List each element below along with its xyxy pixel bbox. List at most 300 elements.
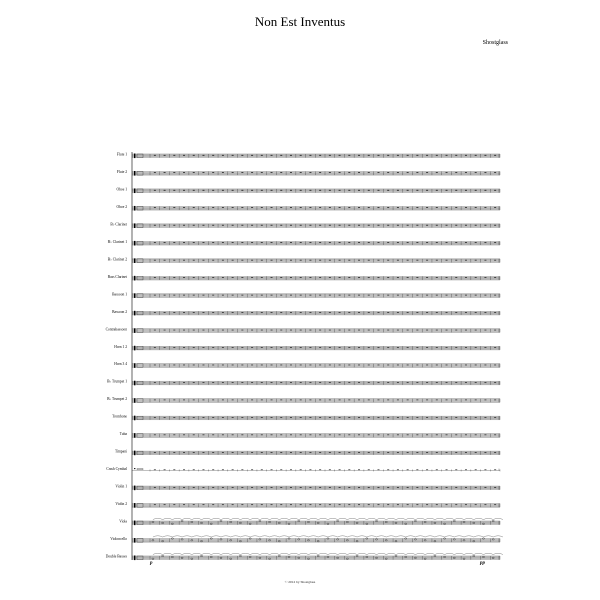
whole-rest — [212, 260, 214, 261]
whole-rest — [271, 435, 273, 436]
whole-rest — [358, 242, 360, 243]
tie — [357, 553, 367, 554]
whole-rest — [426, 417, 428, 418]
whole-rest — [261, 487, 263, 488]
whole-rest — [368, 382, 370, 383]
tie — [425, 553, 435, 554]
whole-rest — [377, 452, 379, 453]
whole-rest — [232, 452, 234, 453]
whole-rest — [416, 452, 418, 453]
clef-glyph — [134, 398, 135, 403]
staff — [106, 553, 503, 560]
whole-rest — [407, 347, 409, 348]
whole-rest — [173, 400, 175, 401]
whole-rest — [494, 435, 496, 436]
whole-rest — [387, 330, 389, 331]
whole-rest — [436, 330, 438, 331]
whole-rest — [407, 504, 409, 505]
whole-rest — [348, 470, 350, 471]
whole-rest — [416, 172, 418, 173]
whole-rest — [241, 487, 243, 488]
whole-rest — [232, 347, 234, 348]
whole-rest — [319, 400, 321, 401]
whole-rest — [280, 365, 282, 366]
whole-rest — [164, 347, 166, 348]
whole-rest — [173, 295, 175, 296]
clef-glyph — [134, 556, 135, 561]
whole-rest — [300, 190, 302, 191]
whole-rest — [446, 470, 448, 471]
whole-rest — [455, 487, 457, 488]
whole-rest — [397, 312, 399, 313]
whole-rest — [202, 225, 204, 226]
whole-rest — [484, 435, 486, 436]
whole-rest — [436, 487, 438, 488]
whole-rest — [212, 242, 214, 243]
staff — [117, 153, 500, 159]
whole-rest — [494, 365, 496, 366]
whole-rest — [494, 417, 496, 418]
whole-rest — [241, 155, 243, 156]
whole-rest — [368, 242, 370, 243]
whole-rest — [368, 487, 370, 488]
tie — [328, 536, 338, 537]
whole-rest — [348, 277, 350, 278]
whole-rest — [232, 470, 234, 471]
whole-rest — [436, 207, 438, 208]
whole-rest — [455, 347, 457, 348]
whole-rest — [319, 487, 321, 488]
tie — [338, 536, 348, 537]
whole-rest — [222, 242, 224, 243]
whole-rest — [319, 225, 321, 226]
whole-rest — [368, 365, 370, 366]
whole-rest — [290, 365, 292, 366]
whole-rest — [309, 172, 311, 173]
whole-rest — [222, 155, 224, 156]
whole-rest — [348, 155, 350, 156]
tie — [445, 518, 455, 519]
whole-rest — [465, 225, 467, 226]
whole-rest — [407, 417, 409, 418]
whole-rest — [426, 155, 428, 156]
whole-rest — [164, 435, 166, 436]
whole-rest — [290, 382, 292, 383]
whole-rest — [222, 417, 224, 418]
whole-rest — [329, 365, 331, 366]
whole-rest — [416, 400, 418, 401]
whole-rest — [309, 312, 311, 313]
whole-rest — [377, 207, 379, 208]
whole-rest — [397, 435, 399, 436]
whole-rest — [455, 207, 457, 208]
whole-rest — [154, 190, 156, 191]
whole-rest — [164, 295, 166, 296]
whole-rest — [300, 242, 302, 243]
whole-rest — [280, 487, 282, 488]
whole-rest — [426, 470, 428, 471]
whole-rest — [397, 382, 399, 383]
whole-rest — [173, 452, 175, 453]
staff — [117, 170, 500, 176]
whole-rest — [183, 400, 185, 401]
whole-rest — [329, 155, 331, 156]
whole-rest — [300, 260, 302, 261]
whole-rest — [416, 207, 418, 208]
whole-rest — [416, 470, 418, 471]
staff — [108, 240, 500, 246]
whole-rest — [475, 242, 477, 243]
whole-rest — [212, 295, 214, 296]
whole-rest — [241, 190, 243, 191]
whole-rest — [212, 155, 214, 156]
whole-rest — [251, 417, 253, 418]
whole-rest — [164, 260, 166, 261]
whole-rest — [397, 260, 399, 261]
whole-rest — [251, 207, 253, 208]
whole-rest — [290, 190, 292, 191]
whole-rest — [193, 207, 195, 208]
clef-glyph — [134, 451, 135, 456]
whole-rest — [251, 277, 253, 278]
tie — [299, 518, 309, 519]
clef-glyph — [134, 276, 135, 281]
whole-rest — [271, 504, 273, 505]
whole-rest — [455, 312, 457, 313]
tie — [211, 518, 221, 519]
whole-rest — [407, 400, 409, 401]
whole-rest — [358, 225, 360, 226]
whole-rest — [329, 504, 331, 505]
whole-rest — [319, 504, 321, 505]
whole-rest — [358, 487, 360, 488]
whole-rest — [484, 504, 486, 505]
tie — [299, 536, 309, 537]
whole-rest — [407, 435, 409, 436]
whole-rest — [475, 504, 477, 505]
whole-rest — [222, 347, 224, 348]
tie — [435, 553, 445, 554]
whole-rest — [397, 452, 399, 453]
key-signature — [137, 469, 143, 470]
whole-rest — [348, 382, 350, 383]
whole-rest — [339, 277, 341, 278]
whole-rest — [183, 330, 185, 331]
whole-rest — [164, 417, 166, 418]
whole-rest — [387, 207, 389, 208]
whole-rest — [397, 330, 399, 331]
staff — [114, 345, 500, 351]
whole-rest — [455, 435, 457, 436]
staff — [114, 362, 500, 368]
tie — [308, 553, 318, 554]
staff — [117, 205, 500, 211]
staff — [115, 485, 500, 491]
whole-rest — [164, 487, 166, 488]
whole-rest — [494, 155, 496, 156]
whole-rest — [484, 207, 486, 208]
tie — [377, 553, 387, 554]
whole-rest — [455, 504, 457, 505]
clef-glyph — [134, 241, 135, 246]
instrument-label: Contrabassoon — [105, 327, 127, 332]
whole-rest — [494, 242, 496, 243]
whole-rest — [183, 382, 185, 383]
tie — [289, 536, 299, 537]
whole-rest — [290, 400, 292, 401]
whole-rest — [309, 190, 311, 191]
whole-rest — [484, 417, 486, 418]
whole-rest — [280, 225, 282, 226]
whole-rest — [339, 312, 341, 313]
whole-rest — [475, 330, 477, 331]
whole-rest — [251, 172, 253, 173]
whole-rest — [222, 225, 224, 226]
whole-rest — [455, 277, 457, 278]
whole-rest — [377, 400, 379, 401]
whole-rest — [222, 382, 224, 383]
whole-rest — [164, 242, 166, 243]
whole-rest — [446, 312, 448, 313]
whole-rest — [183, 417, 185, 418]
whole-rest — [368, 225, 370, 226]
tie — [386, 518, 396, 519]
instrument-label: Double Basses — [105, 554, 127, 559]
whole-rest — [261, 504, 263, 505]
whole-rest — [416, 435, 418, 436]
whole-rest — [319, 207, 321, 208]
whole-rest — [183, 225, 185, 226]
whole-rest — [436, 452, 438, 453]
instrument-label: Bass Clarinet — [107, 274, 127, 279]
tie — [250, 553, 260, 554]
whole-rest — [416, 190, 418, 191]
whole-rest — [193, 382, 195, 383]
whole-rest — [300, 400, 302, 401]
tie — [367, 536, 377, 537]
whole-rest — [173, 504, 175, 505]
tie — [454, 518, 464, 519]
whole-rest — [290, 435, 292, 436]
whole-rest — [183, 487, 185, 488]
whole-rest — [436, 435, 438, 436]
whole-rest — [290, 242, 292, 243]
whole-rest — [426, 435, 428, 436]
whole-rest — [241, 400, 243, 401]
whole-rest — [183, 470, 185, 471]
whole-rest — [173, 347, 175, 348]
whole-rest — [309, 207, 311, 208]
whole-rest — [300, 504, 302, 505]
whole-rest — [183, 365, 185, 366]
whole-rest — [319, 435, 321, 436]
whole-rest — [329, 172, 331, 173]
whole-rest — [465, 207, 467, 208]
whole-rest — [290, 312, 292, 313]
whole-rest — [407, 242, 409, 243]
whole-rest — [290, 295, 292, 296]
whole-rest — [494, 225, 496, 226]
whole-rest — [300, 382, 302, 383]
whole-rest — [426, 295, 428, 296]
whole-rest — [193, 190, 195, 191]
whole-rest — [377, 312, 379, 313]
instrument-label: B♭ Clarinet — [110, 222, 127, 227]
whole-rest — [416, 312, 418, 313]
whole-rest — [475, 207, 477, 208]
tie — [240, 553, 250, 554]
whole-rest — [222, 295, 224, 296]
whole-rest — [465, 242, 467, 243]
whole-rest — [154, 330, 156, 331]
whole-rest — [455, 330, 457, 331]
tie — [289, 518, 299, 519]
whole-rest — [339, 487, 341, 488]
whole-rest — [212, 207, 214, 208]
whole-rest — [222, 365, 224, 366]
whole-rest — [368, 155, 370, 156]
whole-rest — [329, 487, 331, 488]
whole-rest — [446, 365, 448, 366]
whole-rest — [202, 295, 204, 296]
instrument-label: Tuba — [119, 432, 127, 437]
whole-rest — [426, 172, 428, 173]
whole-rest — [300, 435, 302, 436]
whole-rest — [173, 330, 175, 331]
tie — [211, 553, 221, 554]
whole-rest — [455, 295, 457, 296]
whole-rest — [377, 225, 379, 226]
whole-rest — [455, 190, 457, 191]
whole-rest — [173, 435, 175, 436]
whole-rest — [202, 365, 204, 366]
whole-rest — [309, 225, 311, 226]
whole-rest — [397, 277, 399, 278]
whole-rest — [241, 242, 243, 243]
whole-rest — [426, 347, 428, 348]
whole-rest — [271, 190, 273, 191]
whole-rest — [484, 312, 486, 313]
whole-rest — [261, 242, 263, 243]
whole-rest — [309, 242, 311, 243]
whole-rest — [436, 400, 438, 401]
whole-rest — [232, 260, 234, 261]
whole-rest — [368, 312, 370, 313]
clef-glyph — [134, 154, 135, 159]
tie — [347, 553, 357, 554]
whole-rest — [397, 400, 399, 401]
whole-rest — [377, 330, 379, 331]
whole-rest — [212, 312, 214, 313]
whole-rest — [251, 400, 253, 401]
whole-rest — [280, 190, 282, 191]
clef-glyph — [134, 363, 135, 368]
whole-rest — [164, 155, 166, 156]
whole-rest — [348, 365, 350, 366]
tie — [474, 518, 484, 519]
whole-rest — [154, 207, 156, 208]
whole-rest — [465, 172, 467, 173]
whole-rest — [407, 190, 409, 191]
whole-rest — [358, 190, 360, 191]
whole-rest — [484, 487, 486, 488]
tie — [357, 536, 367, 537]
whole-rest — [446, 260, 448, 261]
whole-rest — [446, 295, 448, 296]
whole-rest — [465, 312, 467, 313]
whole-rest — [348, 225, 350, 226]
whole-rest — [271, 172, 273, 173]
clef-glyph — [134, 486, 135, 491]
whole-rest — [407, 207, 409, 208]
whole-rest — [426, 452, 428, 453]
whole-rest — [475, 295, 477, 296]
whole-rest — [494, 190, 496, 191]
whole-rest — [251, 312, 253, 313]
whole-rest — [319, 365, 321, 366]
tie — [231, 553, 241, 554]
whole-rest — [193, 277, 195, 278]
whole-rest — [377, 190, 379, 191]
whole-rest — [377, 277, 379, 278]
whole-rest — [416, 417, 418, 418]
whole-rest — [348, 312, 350, 313]
whole-rest — [241, 172, 243, 173]
whole-rest — [261, 172, 263, 173]
whole-rest — [339, 190, 341, 191]
whole-rest — [358, 330, 360, 331]
whole-rest — [387, 347, 389, 348]
whole-rest — [183, 260, 185, 261]
whole-rest — [183, 207, 185, 208]
whole-rest — [309, 365, 311, 366]
staff — [106, 467, 500, 471]
whole-rest — [300, 295, 302, 296]
whole-rest — [193, 172, 195, 173]
whole-rest — [397, 172, 399, 173]
whole-rest — [251, 330, 253, 331]
whole-rest — [183, 155, 185, 156]
whole-rest — [280, 400, 282, 401]
tie — [202, 553, 212, 554]
clef-glyph — [134, 503, 135, 508]
whole-rest — [416, 242, 418, 243]
whole-rest — [455, 365, 457, 366]
whole-rest — [309, 155, 311, 156]
whole-rest — [397, 155, 399, 156]
whole-rest — [407, 295, 409, 296]
whole-rest — [271, 155, 273, 156]
staff — [110, 222, 500, 228]
whole-rest — [154, 504, 156, 505]
whole-rest — [154, 487, 156, 488]
whole-rest — [358, 452, 360, 453]
whole-rest — [387, 400, 389, 401]
whole-rest — [251, 504, 253, 505]
whole-rest — [377, 417, 379, 418]
whole-rest — [494, 470, 496, 471]
whole-rest — [339, 417, 341, 418]
whole-rest — [319, 470, 321, 471]
clef-glyph — [134, 416, 135, 421]
whole-rest — [377, 435, 379, 436]
whole-rest — [232, 190, 234, 191]
whole-rest — [377, 155, 379, 156]
whole-rest — [339, 242, 341, 243]
whole-rest — [154, 382, 156, 383]
clef-glyph — [134, 381, 135, 386]
whole-rest — [484, 330, 486, 331]
